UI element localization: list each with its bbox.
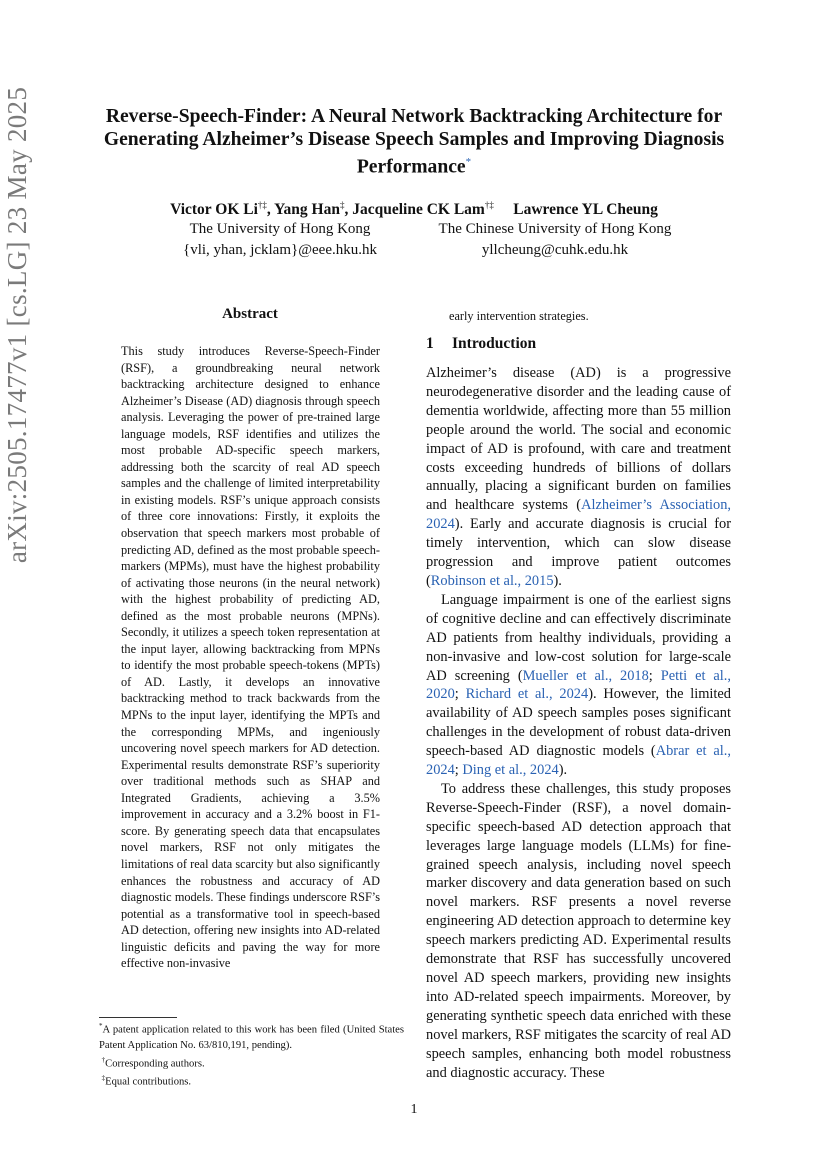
affiliation-cuhk [410,219,700,261]
citation-abrar[interactable]: Abrar et al., 2024 [426,743,731,779]
citation-robinson[interactable]: Robinson et al., 2015 [430,572,554,589]
citation-mueller[interactable]: Mueller et al., 2018 [522,667,649,684]
footnote-corresponding: †Corresponding authors. [101,1055,205,1070]
footnote-patent: *A patent application related to this work has been filed (United States Patent Application No. 63/810,191, pending). [99,1022,404,1051]
citation-petti[interactable]: Petti et al., 2020 [426,667,731,703]
title-line-3: Performance [356,156,466,178]
author-han: , Yang Han [266,201,340,219]
footnote-divider [99,1017,177,1018]
section-number: 1 [426,335,434,352]
section-heading-introduction [426,335,536,353]
section-title: Introduction [452,335,537,352]
author-han-mark: ‡ [339,200,345,210]
author-lam-mark: †‡ [484,200,494,210]
page-number: 1 [410,1102,418,1117]
abstract-continuation: early intervention strategies. [449,309,589,323]
author-li: Victor OK Li [170,201,258,219]
intro-paragraph-2: Language impairment is one of the earliest signs of cognitive decline and can effectively discriminate AD patients from healthy individuals, providing a non-invasive and low-cost solution for large-scale AD screening (Mueller et al., 2018; Petti et al., 2020; Richard et al., 2024). However, the limited availability of AD speech samples poses significant challenges in the development of robust data-driven speech-based AD diagnostic models (Abrar et al., 2024; Ding et al., 2024). [426,591,731,779]
title-line-2: Generating Alzheimer’s Disease Speech Samples and Improving Diagnosis [103,129,725,150]
abstract-body: This study introduces Reverse-Speech-Finder (RSF), a groundbreaking neural network backtracking architecture designed to enhance Alzheimer’s Disease (AD) diagnosis through speech analysis. Leveraging the power of pre-trained large language models, RSF identifies and utilizes the most probable AD-specific speech markers, addressing both the scarcity of real AD speech samples and the challenge of limited interpretability in existing models. RSF’s unique approach consists of three core innovations: Firstly, it exploits the observation that speech markers most probable of predicting AD, defined as the most probable speech-markers (MPMs), must have the highest probability of activating those neurons (in the neural network) with the highest probability of predicting AD, defined as the most probable neurons (MPNs). Secondly, it utilizes a speech token representation at the input layer, allowing backtracking from MPNs to identify the most probable speech-tokens (MPTs) of AD. Lastly, it develops an innovative backtracking method to track backwards from the MPNs to the input layer, identifying the MPTs and the corresponding MPMs, and ingeniously uncovering novel speech markers for AD detection. Experimental results demonstrate RSF’s superiority over traditional methods such as SHAP and Integrated Gradients, achieving a 3.5% improvement in accuracy and a 3.2% boost in F1-score. By generating speech data that encapsulates novel markers, RSF not only mitigates the limitations of real data scarcity but also significantly enhances the robustness and accuracy of AD diagnostic models. These findings underscore RSF’s potential as a transformative tool in speech-based AD detection, offering new insights into AD-related linguistic deficits and paving the way for more effective non-invasive [121,344,380,971]
footnote-equal: ‡Equal contributions. [101,1074,192,1088]
affiliation-cuhk-email[interactable]: yllcheung@cuhk.edu.hk [481,242,629,258]
title-line-1: Reverse-Speech-Finder: A Neural Network Backtracking Architecture for [105,106,723,127]
affiliation-hku-name: The University of Hong Kong [189,221,371,237]
intro-paragraph-1: Alzheimer’s disease (AD) is a progressive neurodegenerative disorder and the leading cause of dementia worldwide, affecting more than 55 million people around the world. The social and economic impact of AD is profound, with care and treatment costs exceeding hundreds of billions of dollars annually, placing a significant burden on families and healthcare systems (Alzheimer’s Association, 2024). Early and accurate diagnosis is crucial for timely intervention, which can slow disease progression and improve patient outcomes (Robinson et al., 2015). [426,365,731,589]
footnotes [99,1019,404,1090]
abstract-heading: Abstract [222,306,278,322]
affiliation-hku-email[interactable]: {vli, yhan, jcklam}@eee.hku.hk [183,242,377,258]
citation-ding[interactable]: Ding et al., 2024 [462,762,559,779]
affiliation-cuhk-name: The Chinese University of Hong Kong [438,221,672,237]
author-cheung: Lawrence YL Cheung [513,201,658,219]
author-li-mark: †‡ [257,200,267,210]
citation-alzheimers-association[interactable]: Alzheimer’s Association, 2024 [426,497,731,533]
intro-paragraph-3: To address these challenges, this study proposes Reverse-Speech-Finder (RSF), a novel domain-specific speech-based AD detection approach that leverages large language models (LLMs) for fine-grained speech analysis, including novel speech marker discovery and data generation based on such novel markers. RSF presents a novel reverse engineering AD detection approach to determine key speech markers predicting AD. Experimental results demonstrate that RSF has successfully uncovered novel AD speech markers, providing new insights into AD-related speech impairments. Moreover, by generating synthetic speech data enriched with these novel markers, RSF mitigates the scarcity of real AD speech samples, enhancing both model robustness and diagnostic accuracy. These [426,780,731,1081]
paper-title [90,105,738,179]
title-footnote-mark[interactable]: * [465,156,472,168]
author-list [60,200,768,219]
affiliation-hku [140,219,420,261]
author-lam: , Jacqueline CK Lam [344,201,485,219]
introduction-body [426,364,731,1082]
citation-richard[interactable]: Richard et al., 2024 [465,686,589,703]
arxiv-identifier: arXiv:2505.17477v1 [cs.LG] 23 May 2025 [2,86,32,564]
